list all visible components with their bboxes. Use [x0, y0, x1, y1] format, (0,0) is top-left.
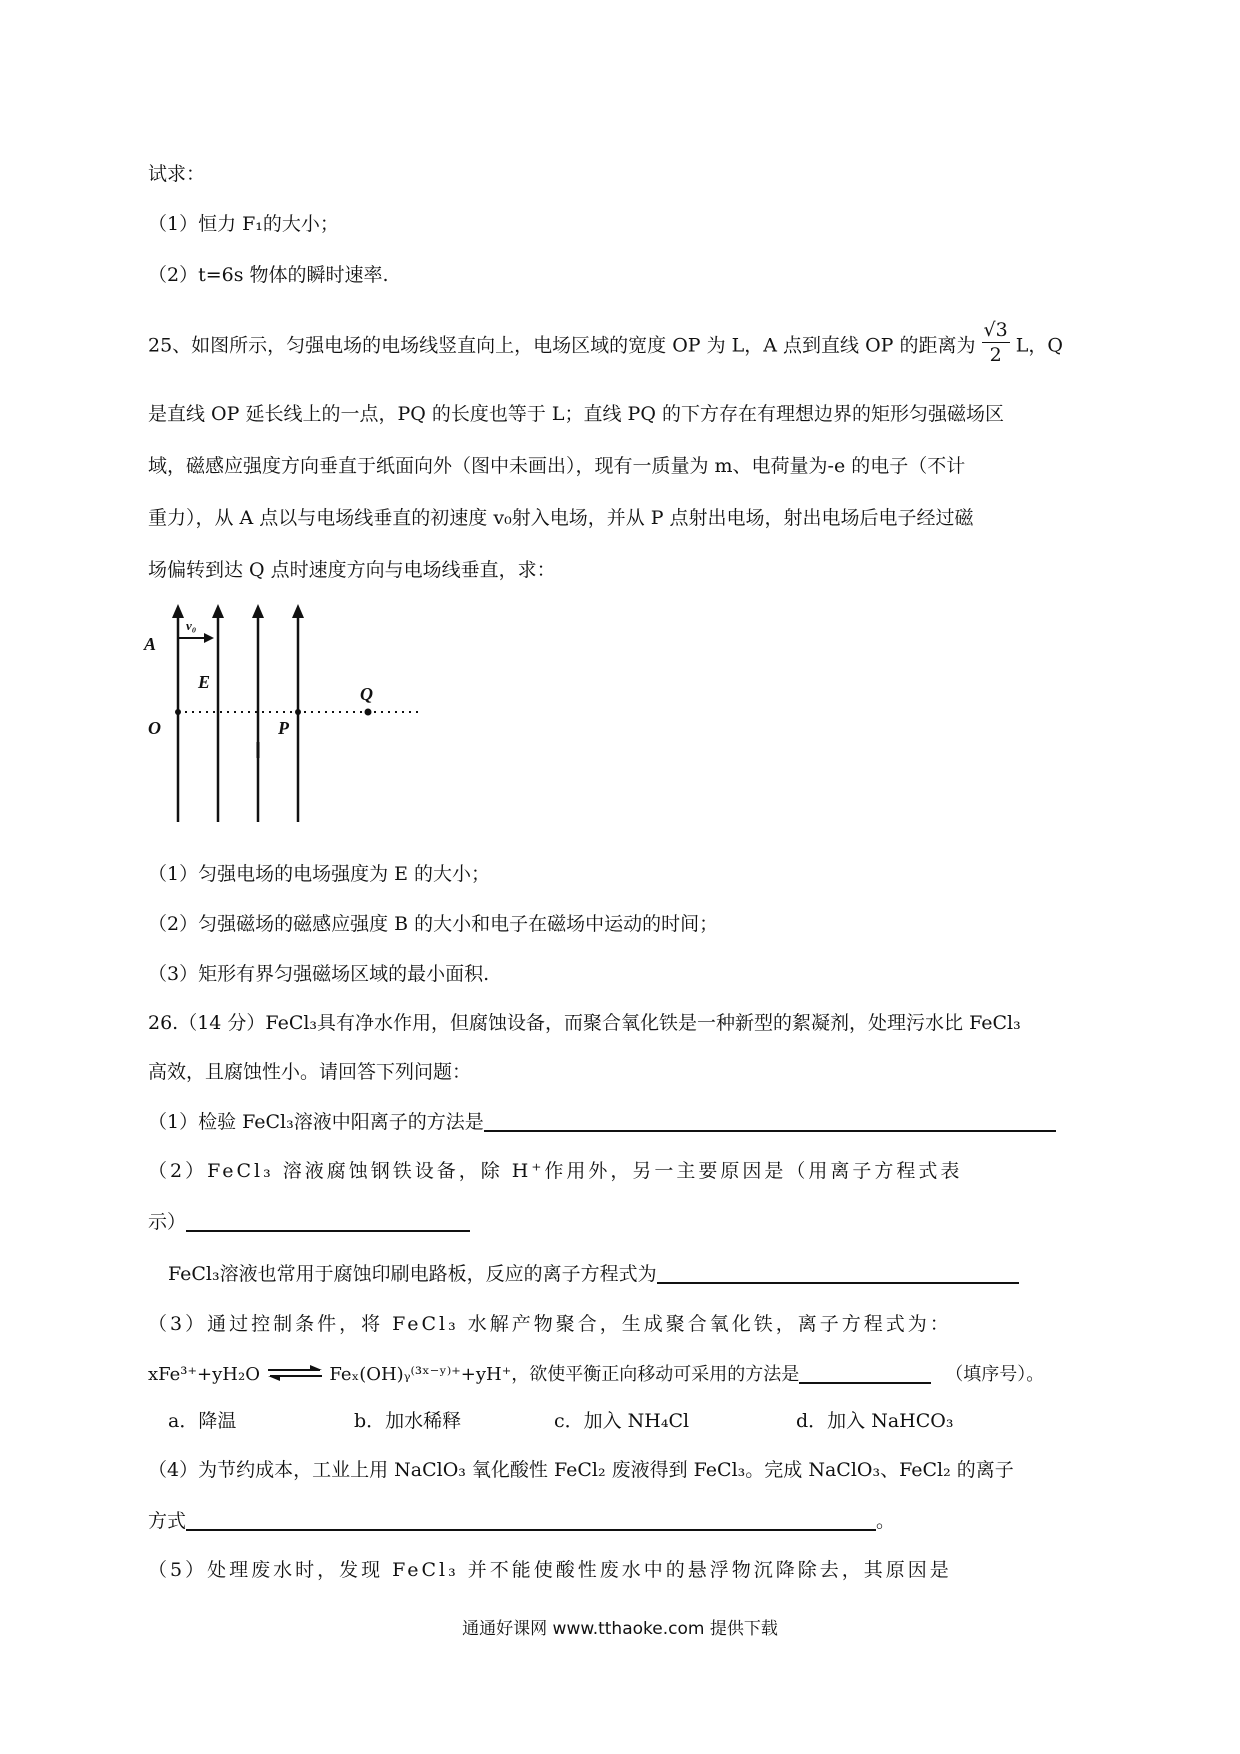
q26-part3-line2: [148, 1360, 1044, 1388]
q25-stem-line3: 域，磁感应强度方向垂直于纸面向外（图中未画出），现有一质量为 m、电荷量为-e 的电子（不计: [148, 455, 966, 477]
q26-part4-label: 方式: [148, 1510, 187, 1532]
answer-blank-1[interactable]: [484, 1108, 1056, 1132]
label-v0: v₀: [186, 618, 197, 633]
label-A: A: [144, 634, 157, 654]
electric-field-diagram: [144, 602, 488, 824]
point-O: [175, 709, 181, 715]
field-arrow-head-2: [212, 604, 224, 618]
equation-left: xFe³⁺+yH₂O: [148, 1364, 260, 1385]
q26-part1-text: （1）检验 FeCl₃溶液中阳离子的方法是: [148, 1111, 484, 1133]
q26-stem-line1: 26.（14 分）FeCl₃具有净水作用，但腐蚀设备，而聚合氧化铁是一种新型的絮凝剂，处理污水比 FeCl₃: [148, 1012, 1021, 1034]
point-Q: [365, 709, 372, 716]
v0-arrow-head: [204, 633, 214, 643]
q26-part2-line1: （2）FeCl₃ 溶液腐蚀钢铁设备，除 H⁺作用外，另一主要原因是（用离子方程式表: [148, 1160, 963, 1182]
q26-part5: （5）处理废水时，发现 FeCl₃ 并不能使酸性废水中的悬浮物沉降除去，其原因是: [148, 1559, 952, 1581]
q25-stem-line4: 重力），从 A 点以与电场线垂直的初速度 v₀射入电场，并从 P 点射出电场，射出电场后电子经过磁: [148, 507, 974, 529]
period-mark: 。: [876, 1510, 896, 1532]
q26-stem-line2: 高效，且腐蚀性小。请回答下列问题：: [148, 1061, 472, 1083]
option-b: b．加水稀释: [354, 1410, 462, 1432]
fill-hint: （填序号）。: [945, 1364, 1045, 1385]
q25-stem-line2: 是直线 OP 延长线上的一点，PQ 的长度也等于 L；直线 PQ 的下方存在有理想边界的矩形匀强磁场区: [148, 403, 1004, 425]
point-P: [295, 709, 301, 715]
field-arrow-head-4: [292, 604, 304, 618]
q25-stem-text: 25、如图所示，匀强电场的电场线竖直向上，电场区域的宽度 OP 为 L，A 点到直线 OP 的距离为: [148, 334, 976, 357]
q25-part1: （1）匀强电场的电场强度为 E 的大小；: [148, 863, 491, 885]
fraction-denominator: 2: [989, 344, 1002, 366]
answer-blank-4[interactable]: [799, 1360, 931, 1384]
equilibrium-arrow-icon: [266, 1364, 324, 1382]
option-a: a．降温: [168, 1410, 237, 1432]
fraction-numerator: √3: [983, 319, 1008, 341]
q26-part2-line3: [168, 1260, 1019, 1287]
label-P: P: [278, 718, 289, 738]
label-E: E: [198, 672, 211, 692]
option-d: d．加入 NaHCO₃: [796, 1410, 954, 1432]
sqrt3-over-2-fraction: [982, 318, 1010, 367]
q26-part4-line2: [148, 1507, 895, 1534]
label-O: O: [148, 718, 161, 738]
option-c: c．加入 NH₄Cl: [554, 1410, 690, 1432]
q25-part3: （3）矩形有界匀强磁场区域的最小面积.: [148, 963, 490, 985]
q25-stem-line1: [148, 319, 1063, 371]
equation-right: Feₓ(OH)ᵧ⁽³ˣ⁻ʸ⁾⁺+yH⁺，欲使平衡正向移动可采用的方法是: [329, 1364, 800, 1385]
answer-blank-5[interactable]: [186, 1507, 876, 1531]
q25-part2: （2）匀强磁场的磁感应强度 B 的大小和电子在磁场中运动的时间；: [148, 913, 719, 935]
answer-blank-3[interactable]: [657, 1260, 1019, 1284]
field-arrow-head-3: [252, 604, 264, 618]
q24-part2: （2）t=6s 物体的瞬时速率.: [148, 264, 389, 286]
answer-blank-2[interactable]: [186, 1208, 470, 1232]
q26-part1: [148, 1108, 1056, 1135]
label-Q: Q: [360, 684, 373, 704]
q24-part1: （1）恒力 F₁的大小；: [148, 213, 339, 235]
q26-part4-line1: （4）为节约成本，工业上用 NaClO₃ 氧化酸性 FeCl₂ 废液得到 FeCl₃。完成 NaClO₃、FeCl₂ 的离子: [148, 1459, 1014, 1481]
field-arrow-head-1: [172, 604, 184, 618]
q26-part3-line1: （3）通过控制条件，将 FeCl₃ 水解产物聚合，生成聚合氧化铁，离子方程式为：: [148, 1313, 952, 1335]
q25-stem-line5: 场偏转到达 Q 点时速度方向与电场线垂直，求：: [148, 559, 556, 581]
q26-part2-label: 示）: [148, 1211, 187, 1233]
intro-text: 试求：: [148, 163, 206, 185]
q26-part2-line2: [148, 1208, 470, 1235]
q26-part2-equation-text: FeCl₃溶液也常用于腐蚀印刷电路板，反应的离子方程式为: [168, 1263, 657, 1285]
page-footer: 通通好课网 www.tthaoke.com 提供下载: [462, 1619, 778, 1639]
q25-stem-tail: L，Q: [1015, 334, 1063, 357]
